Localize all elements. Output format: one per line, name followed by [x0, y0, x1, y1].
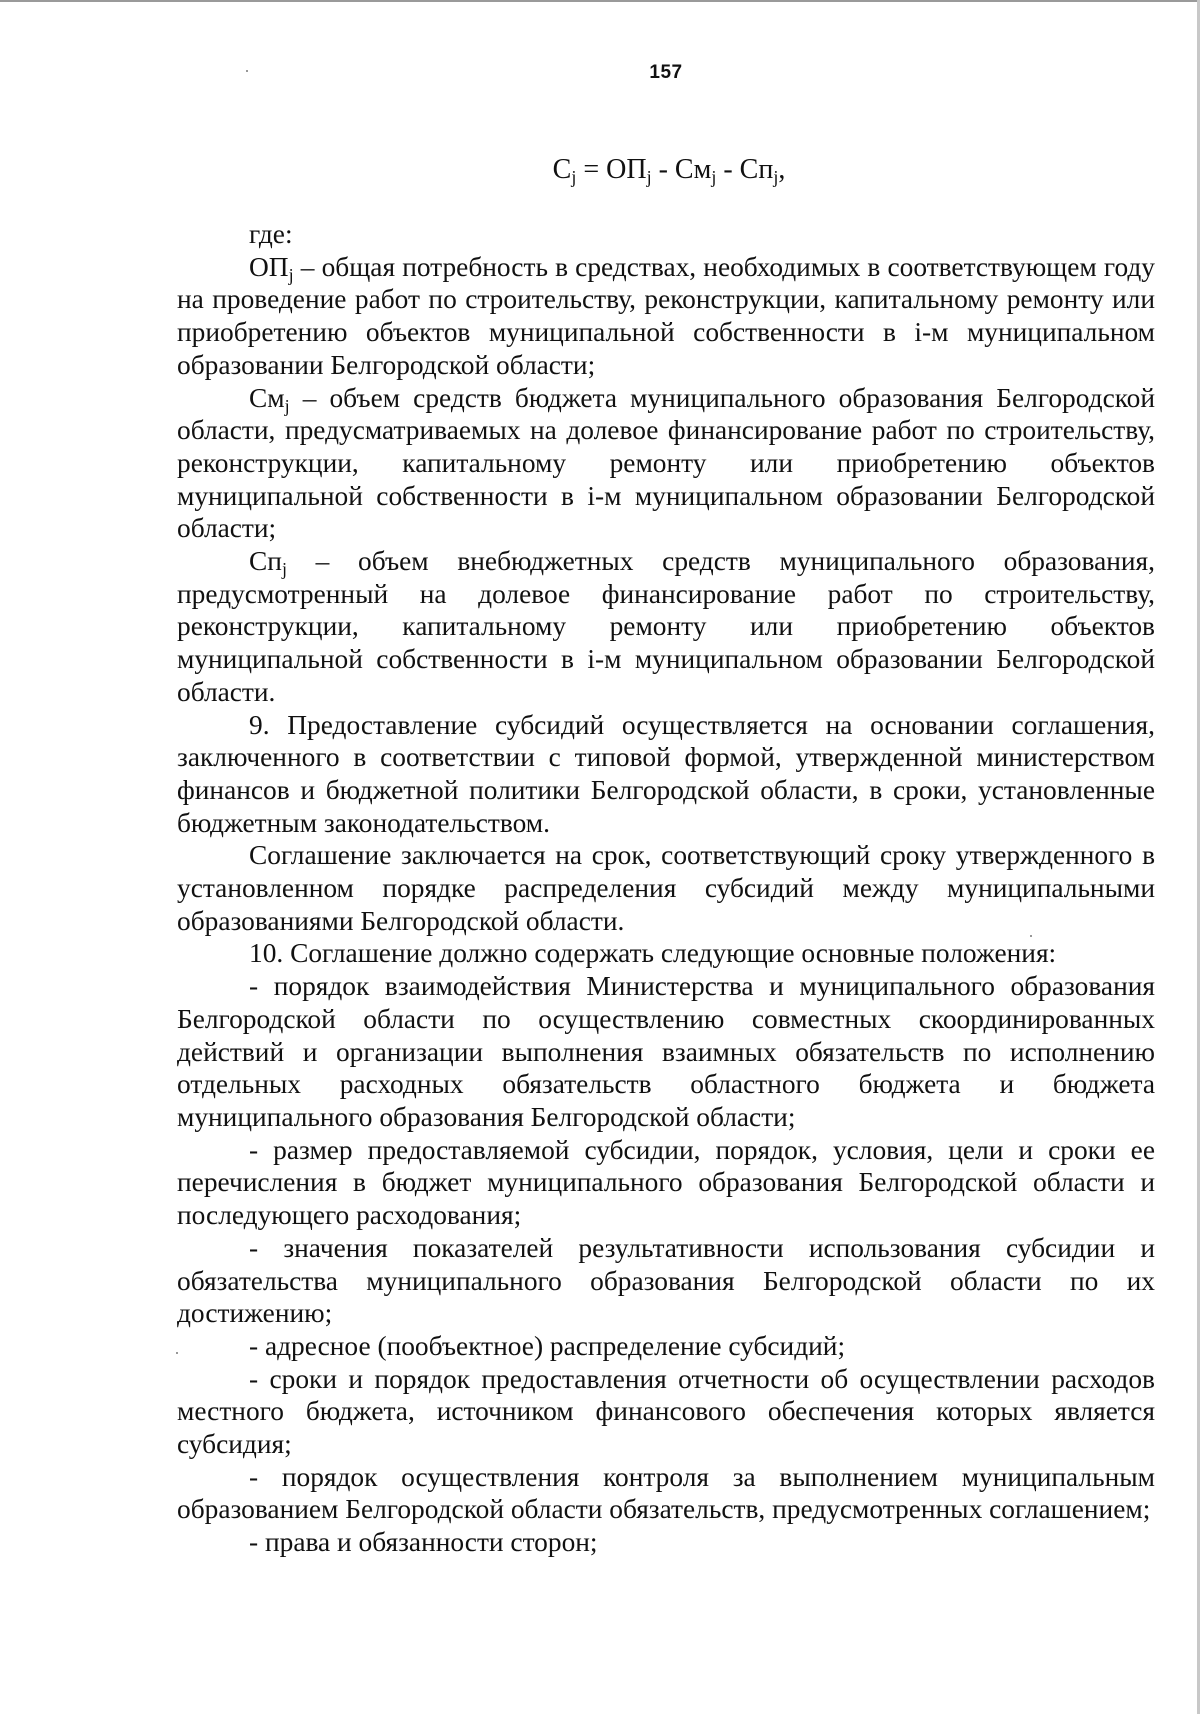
list-item: - сроки и порядок предоставления отчетности об осуществлении расходов местного бюджета, источником финансового обеспечения которых является субсидия; — [177, 1363, 1155, 1460]
formula — [0, 154, 1200, 188]
definition-cn — [177, 545, 1155, 709]
formula-cm: - См — [651, 154, 712, 185]
list-item: - адресное (пообъектное) распределение субсидий; — [249, 1330, 846, 1361]
definition-cm-term: См — [249, 382, 285, 413]
scan-speck — [246, 70, 248, 72]
definition-cn-text: – объем внебюджетных средств муниципального образования, предусмотренный на долевое финансирование работ по строительству, реконструкции, капитальному ремонту или приобретению объектов муниципальной собственности в i-м муниципальном образовании Белгородской области. — [177, 546, 1155, 707]
where-label: где: — [249, 219, 293, 249]
formula-lhs-sub: j — [571, 167, 577, 187]
page-number: 157 — [649, 62, 683, 83]
document-body — [177, 218, 1155, 1559]
formula-cn: - Сп — [716, 154, 774, 185]
scan-speck — [1030, 935, 1032, 937]
paragraph-10: 10. Соглашение должно содержать следующие основные положения: — [249, 938, 1057, 969]
formula-cm-sub: j — [711, 167, 717, 187]
formula-tail: , — [778, 154, 786, 185]
list-item: - права и обязанности сторон; — [249, 1527, 598, 1558]
definition-op-text: – общая потребность в средствах, необходимых в соответствующем году на проведение работ по строительству, реконструкции, капитальному ремонту или приобретению объектов муниципальной собственности в i-м муниципальном образовании Белгородской области; — [177, 251, 1155, 380]
formula-op-sub: j — [646, 167, 652, 187]
definition-op-sub: j — [288, 264, 294, 285]
paragraph-9: 9. Предоставление субсидий осуществляется на основании соглашения, заключенного в соответствии с типовой формой, утвержденной министерством финансов и бюджетной политики Белгородской области, в сроки, установленные бюджетным законодательством. — [177, 709, 1155, 838]
paragraph-9-agreement-term: Соглашение заключается на срок, соответствующий сроку утвержденного в установленном порядке распределения субсидий между муниципальными образованиями Белгородской области. — [177, 840, 1155, 936]
definition-cn-sub: j — [281, 559, 287, 580]
list-item: - размер предоставляемой субсидии, порядок, условия, цели и сроки ее перечисления в бюджет муниципального образования Белгородской области и последующего расходования; — [177, 1134, 1155, 1231]
formula-op: = ОП — [576, 154, 647, 185]
definition-cm-text: – объем средств бюджета муниципального образования Белгородской области, предусматриваемых на долевое финансирование работ по строительству, реконструкции, капитальному ремонту или приобретению объектов муниципальной собственности в i-м муниципальном образовании Белгородской области; — [177, 382, 1155, 544]
definition-op — [177, 251, 1155, 382]
list-item: - порядок взаимодействия Министерства и муниципального образования Белгородской области по осуществлению совместных скоординированных действий и организации выполнения взаимных обязательств по исполнению отдельных расходных обязательств областного бюджета и бюджета муниципального образования Белгородской области; — [177, 971, 1155, 1132]
scan-top-edge — [0, 0, 1200, 2]
definition-cn-term: Сп — [249, 546, 282, 577]
definition-cm-sub: j — [284, 395, 290, 416]
list-item: - порядок осуществления контроля за выполнением муниципальным образованием Белгородской области обязательств, предусмотренных соглашением; — [177, 1461, 1155, 1525]
list-item: - значения показателей результативности использования субсидии и обязательства муниципального образования Белгородской области по их достижению; — [177, 1232, 1155, 1329]
definition-op-term: ОП — [249, 251, 289, 282]
definition-cm — [177, 382, 1155, 546]
formula-lhs: C — [552, 154, 572, 185]
scan-speck — [176, 1352, 178, 1354]
formula-cn-sub: j — [773, 167, 779, 187]
